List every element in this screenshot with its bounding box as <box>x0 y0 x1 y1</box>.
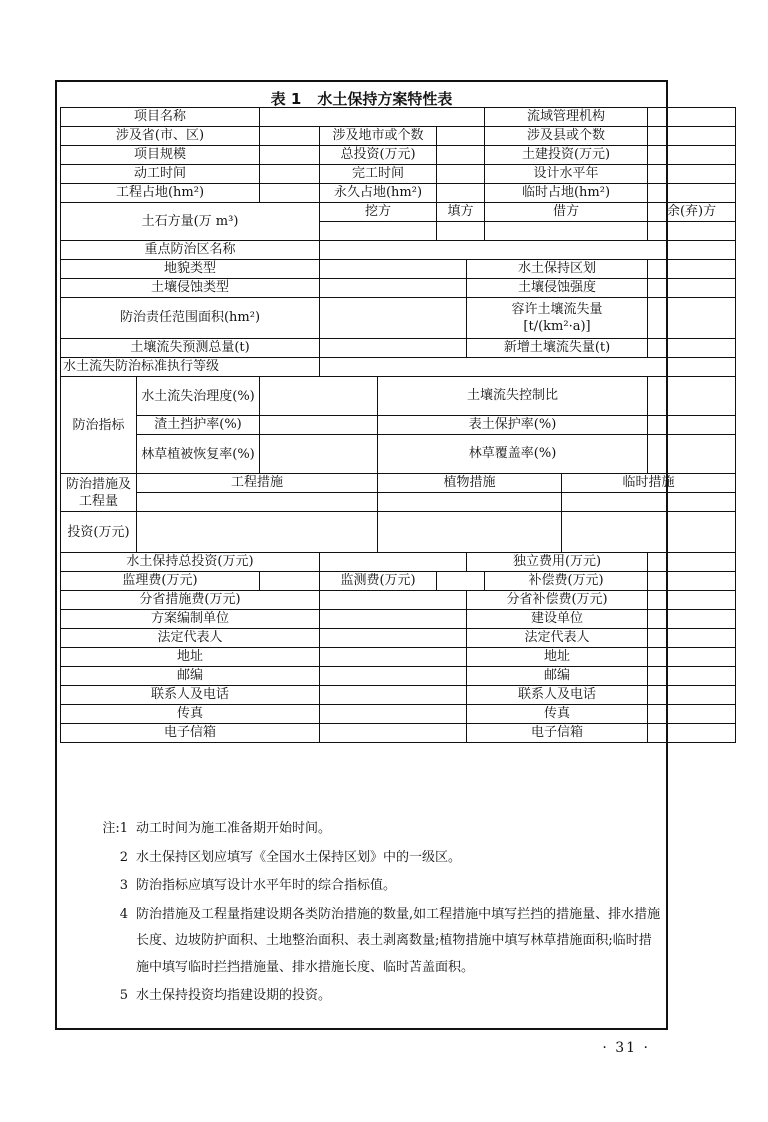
value-start-time <box>260 165 320 184</box>
value-provincial-compensation-fee <box>648 591 736 610</box>
note-label: 3 <box>119 878 128 893</box>
value-construction-unit <box>648 610 736 629</box>
label-provincial-measures-fee: 分省措施费(万元) <box>61 591 320 610</box>
label-topsoil-rate: 表土保护率(%) <box>378 416 648 435</box>
table-row <box>61 724 736 743</box>
value-temporary-investment <box>562 512 736 553</box>
page-number: · 31 · <box>602 1040 650 1056</box>
label-erosion-intensity: 土壤侵蚀强度 <box>467 279 648 298</box>
label-plan-fax: 传真 <box>61 705 320 724</box>
label-responsibility-area: 防治责任范围面积(hm²) <box>61 298 320 339</box>
value-counties <box>648 127 736 146</box>
allowable-loss-title: 容许土壤流失量 <box>511 302 603 317</box>
value-construction-address <box>648 648 736 667</box>
label-excavation: 挖方 <box>320 203 437 222</box>
value-total-investment <box>437 146 485 165</box>
value-civil-investment <box>648 146 736 165</box>
label-allowable-loss <box>467 298 648 339</box>
table-row <box>61 358 736 377</box>
label-retaining-rate: 渣土挡护率(%) <box>137 416 260 435</box>
label-plan-postcode: 邮编 <box>61 667 320 686</box>
table-row <box>61 610 736 629</box>
value-construction-email <box>648 724 736 743</box>
value-spoil <box>648 222 736 241</box>
value-independent-costs <box>648 553 736 572</box>
value-excavation <box>320 222 437 241</box>
value-project-scale <box>260 146 320 165</box>
label-engineering-measures: 工程措施 <box>137 474 378 493</box>
value-plant-investment <box>378 512 562 553</box>
note-item <box>76 816 661 843</box>
label-predicted-loss: 土壤流失预测总量(t) <box>61 339 320 358</box>
label-civil-investment: 土建投资(万元) <box>485 146 648 165</box>
value-basin-agency <box>648 108 736 127</box>
table-row <box>61 241 736 260</box>
table-row <box>61 553 736 572</box>
note-label: 5 <box>119 988 128 1003</box>
label-plan-contact: 联系人及电话 <box>61 686 320 705</box>
label-temporary-land: 临时占地(hm²) <box>485 184 648 203</box>
table-row <box>61 279 736 298</box>
label-design-year: 设计水平年 <box>485 165 648 184</box>
value-plan-unit <box>320 610 467 629</box>
table-row <box>61 108 736 127</box>
value-construction-contact <box>648 686 736 705</box>
table-title <box>57 88 666 109</box>
label-project-scale: 项目规模 <box>61 146 260 165</box>
value-completion-time <box>437 165 485 184</box>
value-vegetation-coverage <box>648 435 736 474</box>
table-row <box>61 203 736 222</box>
label-plan-unit: 方案编制单位 <box>61 610 320 629</box>
value-temporary-measures <box>562 493 736 512</box>
label-plant-measures: 植物措施 <box>378 474 562 493</box>
value-allowable-loss <box>648 298 736 339</box>
note-text: 水土保持投资均指建设期的投资。 <box>136 988 332 1003</box>
value-key-zone <box>320 241 736 260</box>
value-erosion-type <box>320 279 467 298</box>
label-erosion-type: 土壤侵蚀类型 <box>61 279 320 298</box>
table-number: 表 1 <box>270 90 302 108</box>
table-row <box>61 127 736 146</box>
note-item <box>76 873 661 900</box>
label-construction-postcode: 邮编 <box>467 667 648 686</box>
label-construction-unit: 建设单位 <box>467 610 648 629</box>
value-standard-grade <box>320 358 736 377</box>
table-row <box>61 512 736 553</box>
value-vegetation-recovery <box>260 435 378 474</box>
table-row <box>61 648 736 667</box>
table-row <box>61 260 736 279</box>
value-predicted-loss <box>320 339 467 358</box>
table-row <box>61 572 736 591</box>
label-permanent-land: 永久占地(hm²) <box>320 184 437 203</box>
table-row <box>61 705 736 724</box>
table-row <box>61 474 736 493</box>
label-swc-zoning: 水土保持区划 <box>467 260 648 279</box>
table-row <box>61 146 736 165</box>
label-loss-control-ratio: 土壤流失控制比 <box>378 377 648 416</box>
table-row <box>61 184 736 203</box>
label-borrow: 借方 <box>485 203 648 222</box>
label-earthwork: 土石方量(万 m³) <box>61 203 320 241</box>
value-treatment-degree <box>260 377 378 416</box>
label-supervision-fee: 监理费(万元) <box>61 572 260 591</box>
label-vegetation-coverage: 林草覆盖率(%) <box>378 435 648 474</box>
label-key-zone: 重点防治区名称 <box>61 241 320 260</box>
label-construction-fax: 传真 <box>467 705 648 724</box>
value-retaining-rate <box>260 416 378 435</box>
value-design-year <box>648 165 736 184</box>
value-construction-legal-rep <box>648 629 736 648</box>
label-indicators: 防治指标 <box>61 377 137 474</box>
label-provinces: 涉及省(市、区) <box>61 127 260 146</box>
table-row <box>61 686 736 705</box>
note-text: 防治指标应填写设计水平年时的综合指标值。 <box>136 878 397 893</box>
value-construction-postcode <box>648 667 736 686</box>
note-text: 防治措施及工程量指建设期各类防治措施的数量,如工程措施中填写拦挡的措施量、排水措施长度、边坡防护面积、土地整治面积、表土剥离数量;植物措施中填写林草措施面积;临时措施中填写临时拦挡措施量、排水措施长度、临时苫盖面积。 <box>136 906 661 975</box>
label-land-use: 工程占地(hm²) <box>61 184 260 203</box>
table-row <box>61 165 736 184</box>
value-erosion-intensity <box>648 279 736 298</box>
value-engineering-investment <box>137 512 378 553</box>
table-row <box>61 629 736 648</box>
note-label: 2 <box>119 849 128 865</box>
table-notes <box>76 816 661 1012</box>
note-label: 4 <box>119 906 128 922</box>
characteristics-table <box>60 107 736 743</box>
value-provincial-measures-fee <box>320 591 467 610</box>
label-start-time: 动工时间 <box>61 165 260 184</box>
value-project-name <box>260 108 485 127</box>
note-item <box>76 983 661 1010</box>
value-plan-legal-rep <box>320 629 467 648</box>
label-cities: 涉及地市或个数 <box>320 127 437 146</box>
table-title-text: 水土保持方案特性表 <box>317 90 453 108</box>
label-investment: 投资(万元) <box>61 512 137 553</box>
table-row <box>61 591 736 610</box>
note-label: 注:1 <box>102 821 128 836</box>
note-item <box>76 902 661 982</box>
value-plan-postcode <box>320 667 467 686</box>
table-row <box>61 339 736 358</box>
label-counties: 涉及县或个数 <box>485 127 648 146</box>
value-fill <box>437 222 485 241</box>
note-text: 水土保持区划应填写《全国水土保持区划》中的一级区。 <box>136 849 462 865</box>
value-swc-zoning <box>648 260 736 279</box>
label-monitoring-fee: 监测费(万元) <box>320 572 437 591</box>
value-provinces <box>260 127 320 146</box>
value-swc-total-investment <box>320 553 467 572</box>
label-basin-agency: 流域管理机构 <box>485 108 648 127</box>
value-engineering-measures <box>137 493 378 512</box>
value-plan-contact <box>320 686 467 705</box>
value-topsoil-rate <box>648 416 736 435</box>
value-temporary-land <box>648 184 736 203</box>
table-row <box>61 667 736 686</box>
label-spoil: 余(弃)方 <box>648 203 736 222</box>
allowable-loss-unit: [t/(km²·a)] <box>523 319 591 334</box>
label-fill: 填方 <box>437 203 485 222</box>
label-independent-costs: 独立费用(万元) <box>467 553 648 572</box>
value-new-loss <box>648 339 736 358</box>
note-item <box>76 845 661 872</box>
label-treatment-degree: 水土流失治理度(%) <box>137 377 260 416</box>
label-standard-grade: 水土流失防治标准执行等级 <box>61 358 320 377</box>
value-plan-email <box>320 724 467 743</box>
label-compensation-fee: 补偿费(万元) <box>485 572 648 591</box>
label-completion-time: 完工时间 <box>320 165 437 184</box>
label-construction-legal-rep: 法定代表人 <box>467 629 648 648</box>
value-supervision-fee <box>260 572 320 591</box>
table-row <box>61 377 736 416</box>
table-row <box>61 493 736 512</box>
label-construction-email: 电子信箱 <box>467 724 648 743</box>
label-plan-email: 电子信箱 <box>61 724 320 743</box>
value-loss-control-ratio <box>648 377 736 416</box>
label-construction-contact: 联系人及电话 <box>467 686 648 705</box>
label-vegetation-recovery: 林草植被恢复率(%) <box>137 435 260 474</box>
label-provincial-compensation-fee: 分省补偿费(万元) <box>467 591 648 610</box>
table-row <box>61 416 736 435</box>
value-cities <box>437 127 485 146</box>
value-permanent-land <box>437 184 485 203</box>
table-row <box>61 298 736 339</box>
label-construction-address: 地址 <box>467 648 648 667</box>
label-swc-total-investment: 水土保持总投资(万元) <box>61 553 320 572</box>
label-plan-address: 地址 <box>61 648 320 667</box>
note-text: 动工时间为施工准备期开始时间。 <box>136 821 332 836</box>
value-plan-fax <box>320 705 467 724</box>
value-landform <box>320 260 467 279</box>
value-compensation-fee <box>648 572 736 591</box>
value-construction-fax <box>648 705 736 724</box>
value-responsibility-area <box>320 298 467 339</box>
label-measures: 防治措施及工程量 <box>61 474 137 512</box>
value-plan-address <box>320 648 467 667</box>
value-borrow <box>485 222 648 241</box>
value-monitoring-fee <box>437 572 485 591</box>
label-temporary-measures: 临时措施 <box>562 474 736 493</box>
label-plan-legal-rep: 法定代表人 <box>61 629 320 648</box>
label-landform: 地貌类型 <box>61 260 320 279</box>
table-row <box>61 435 736 474</box>
value-plant-measures <box>378 493 562 512</box>
label-project-name: 项目名称 <box>61 108 260 127</box>
value-land-use <box>260 184 320 203</box>
label-total-investment: 总投资(万元) <box>320 146 437 165</box>
label-new-loss: 新增土壤流失量(t) <box>467 339 648 358</box>
